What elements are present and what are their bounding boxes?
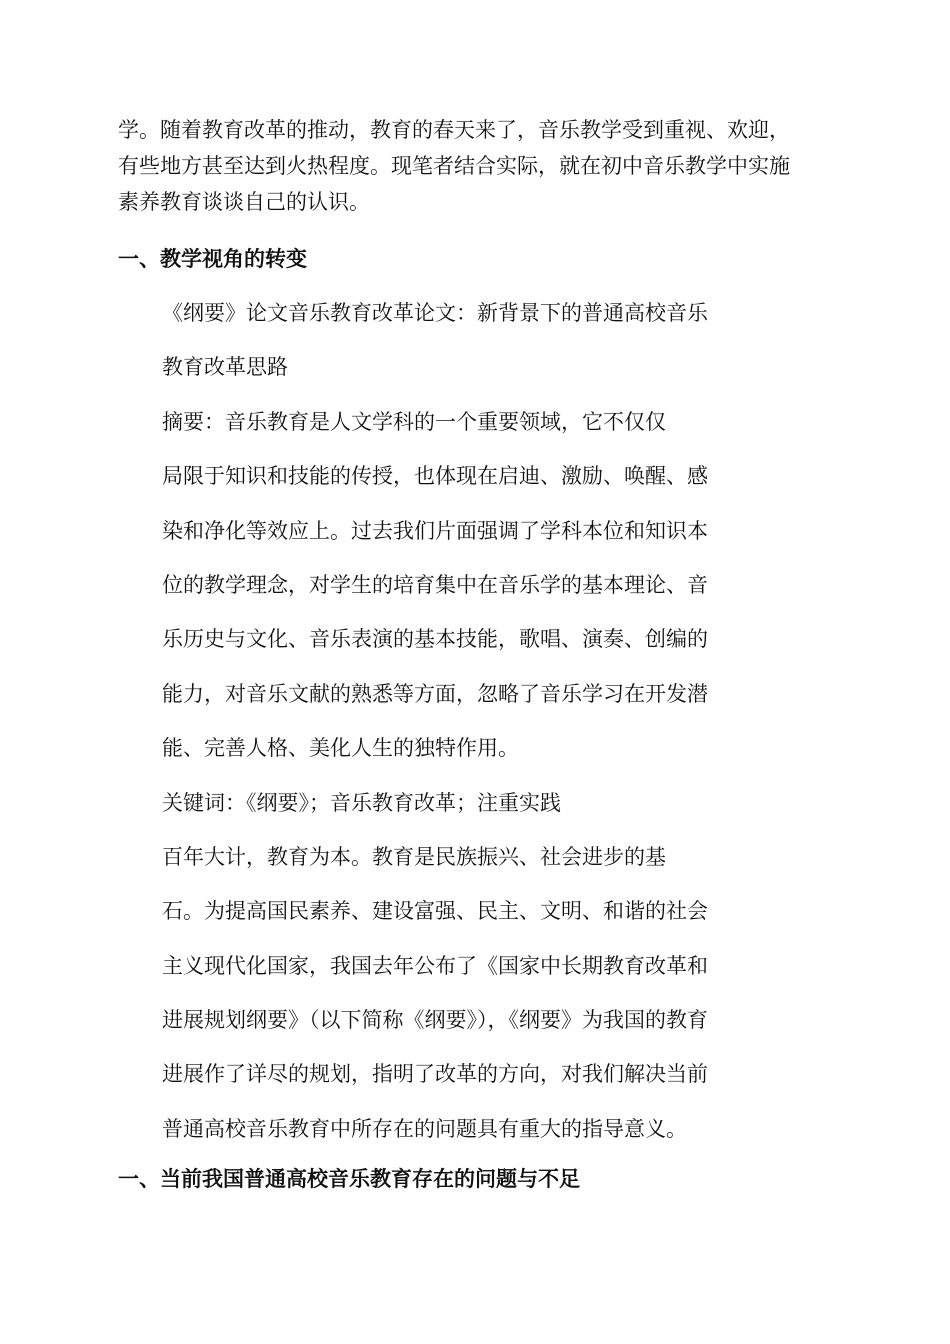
body-line: 能力，对音乐文献的熟悉等方面，忽略了音乐学习在开发潜 xyxy=(162,681,708,706)
body-line: 主义现代化国家，我国去年公布了《国家中长期教育改革和 xyxy=(162,953,708,978)
intro-line: 学。随着教育改革的推动，教育的春天来了，音乐教学受到重视、欢迎， xyxy=(118,118,790,142)
intro-paragraph xyxy=(118,112,848,220)
body-line: 石。为提高国民素养、建设富强、民主、文明、和谐的社会 xyxy=(162,899,708,924)
body-line: 位的教学理念，对学生的培育集中在音乐学的基本理论、音 xyxy=(162,572,708,597)
body-line: 普通高校音乐教育中所存在的问题具有重大的指导意义。 xyxy=(162,1116,687,1141)
body-line: 染和净化等效应上。过去我们片面强调了学科本位和知识本 xyxy=(162,518,708,543)
body-line: 能、完善人格、美化人生的独特作用。 xyxy=(162,736,519,761)
section-heading-current-problems: 一、当前我国普通高校音乐教育存在的问题与不足 xyxy=(118,1166,580,1191)
body-line: 教育改革思路 xyxy=(162,355,288,380)
body-line: 进展规划纲要》（以下简称《纲要》），《纲要》为我国的教育 xyxy=(162,1008,708,1033)
body-line: 进展作了详尽的规划，指明了改革的方向，对我们解决当前 xyxy=(162,1062,708,1087)
abstract-body xyxy=(162,298,802,1168)
body-line: 局限于知识和技能的传授，也体现在启迪、激励、唤醒、感 xyxy=(162,464,708,489)
body-line: 《纲要》论文音乐教育改革论文：新背景下的普通高校音乐 xyxy=(162,301,708,325)
body-line: 摘要：音乐教育是人文学科的一个重要领域，它不仅仅 xyxy=(162,409,666,434)
intro-line: 素养教育谈谈自己的认识。 xyxy=(118,190,370,214)
body-line: 乐历史与文化、音乐表演的基本技能，歌唱、演奏、创编的 xyxy=(162,627,708,652)
intro-line: 有些地方甚至达到火热程度。现笔者结合实际，就在初中音乐教学中实施 xyxy=(118,154,790,178)
section-heading-teaching-perspective: 一、教学视角的转变 xyxy=(118,246,307,271)
body-line: 百年大计，教育为本。教育是民族振兴、社会进步的基 xyxy=(162,844,666,869)
keywords-line: 关键词：《纲要》；音乐教育改革；注重实践 xyxy=(162,790,561,815)
